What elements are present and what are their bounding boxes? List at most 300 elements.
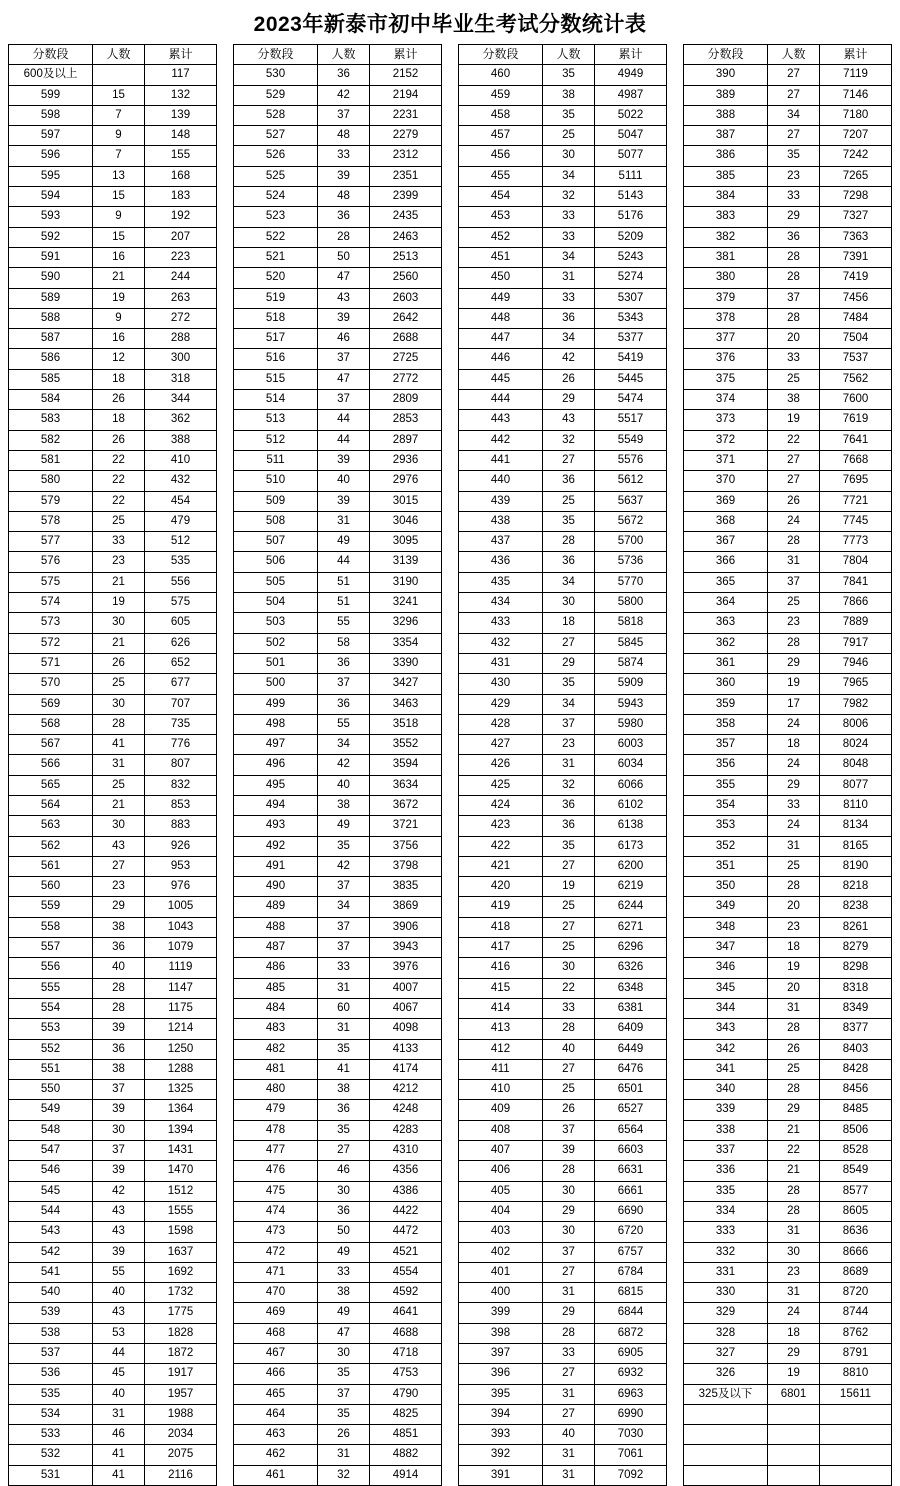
- cell-score-range: 437: [459, 532, 543, 552]
- cell-cumulative: 5800: [595, 593, 667, 613]
- cell-cumulative: 5672: [595, 511, 667, 531]
- table-row: [9, 1201, 217, 1221]
- table-row: [684, 1465, 892, 1485]
- table-row: [234, 1039, 442, 1059]
- table-row: [9, 714, 217, 734]
- table-row: [684, 247, 892, 267]
- cell-score-range: 581: [9, 450, 93, 470]
- cell-score-range: 421: [459, 856, 543, 876]
- cell-score-range: 548: [9, 1120, 93, 1140]
- table-row: [459, 836, 667, 856]
- table-row: [459, 1465, 667, 1485]
- cell-cumulative: 3241: [370, 593, 442, 613]
- cell-cumulative: 4987: [595, 85, 667, 105]
- table-row: [684, 1425, 892, 1445]
- cell-count: 33: [318, 146, 370, 166]
- cell-score-range: 439: [459, 491, 543, 511]
- cell-cumulative: 8577: [820, 1181, 892, 1201]
- cell-score-range: 355: [684, 775, 768, 795]
- cell-score-range: 436: [459, 552, 543, 572]
- table-columns-container: [8, 44, 892, 1486]
- cell-cumulative: 735: [145, 714, 217, 734]
- cell-cumulative: 6381: [595, 998, 667, 1018]
- cell-cumulative: 3672: [370, 795, 442, 815]
- cell-score-range: 494: [234, 795, 318, 815]
- table-row: [684, 105, 892, 125]
- table-row: [234, 65, 442, 85]
- cell-count: 22: [768, 1141, 820, 1161]
- cell-count: 44: [93, 1344, 145, 1364]
- cell-cumulative: 807: [145, 755, 217, 775]
- table-row: [459, 471, 667, 491]
- cell-count: 7: [93, 105, 145, 125]
- cell-cumulative: 2435: [370, 207, 442, 227]
- table-row: [9, 1242, 217, 1262]
- table-row: [459, 816, 667, 836]
- cell-cumulative: 976: [145, 877, 217, 897]
- table-row: [234, 1384, 442, 1404]
- table-row: [9, 430, 217, 450]
- score-table-4: [683, 44, 892, 1486]
- cell-count: 40: [543, 1425, 595, 1445]
- cell-cumulative: 2513: [370, 247, 442, 267]
- table-row: [234, 288, 442, 308]
- cell-cumulative: 8110: [820, 795, 892, 815]
- cell-score-range: 597: [9, 126, 93, 146]
- cell-score-range: 414: [459, 998, 543, 1018]
- cell-score-range: 460: [459, 65, 543, 85]
- table-row: [234, 856, 442, 876]
- cell-cumulative: 1325: [145, 1080, 217, 1100]
- table-row: [234, 268, 442, 288]
- cell-cumulative: 2809: [370, 390, 442, 410]
- cell-cumulative: 832: [145, 775, 217, 795]
- table-row: [9, 511, 217, 531]
- table-row: [9, 532, 217, 552]
- table-row: [9, 917, 217, 937]
- table-row: [9, 613, 217, 633]
- cell-score-range: 551: [9, 1059, 93, 1079]
- cell-score-range: 433: [459, 613, 543, 633]
- header-cumulative: 累计: [820, 45, 892, 65]
- cell-count: 22: [93, 471, 145, 491]
- cell-score-range: 459: [459, 85, 543, 105]
- cell-score-range: 482: [234, 1039, 318, 1059]
- cell-cumulative: 8024: [820, 735, 892, 755]
- cell-count: 20: [768, 329, 820, 349]
- cell-score-range: 469: [234, 1303, 318, 1323]
- cell-count: 31: [318, 1445, 370, 1465]
- cell-count: 30: [318, 1181, 370, 1201]
- cell-cumulative: 8791: [820, 1344, 892, 1364]
- table-row: [9, 735, 217, 755]
- table-row: [459, 288, 667, 308]
- cell-count: 37: [768, 288, 820, 308]
- cell-score-range: 568: [9, 714, 93, 734]
- cell-cumulative: 6631: [595, 1161, 667, 1181]
- table-row: [684, 816, 892, 836]
- table-row: [684, 126, 892, 146]
- table-row: [684, 1384, 892, 1404]
- cell-cumulative: 6476: [595, 1059, 667, 1079]
- cell-cumulative: 6244: [595, 897, 667, 917]
- cell-score-range: 362: [684, 633, 768, 653]
- table-row: [684, 1080, 892, 1100]
- cell-count: 33: [768, 795, 820, 815]
- table-row: [9, 247, 217, 267]
- cell-score-range: 582: [9, 430, 93, 450]
- cell-cumulative: 7363: [820, 227, 892, 247]
- cell-cumulative: 8506: [820, 1120, 892, 1140]
- cell-count: 9: [93, 126, 145, 146]
- cell-score-range: 438: [459, 511, 543, 531]
- cell-count: 18: [768, 735, 820, 755]
- cell-cumulative: [820, 1425, 892, 1445]
- table-row: [234, 917, 442, 937]
- table-row: [9, 146, 217, 166]
- cell-count: 18: [768, 938, 820, 958]
- cell-cumulative: 3634: [370, 775, 442, 795]
- cell-count: 22: [768, 430, 820, 450]
- cell-cumulative: 344: [145, 390, 217, 410]
- cell-score-range: 415: [459, 978, 543, 998]
- cell-count: 38: [93, 1059, 145, 1079]
- cell-cumulative: 6003: [595, 735, 667, 755]
- cell-count: 37: [543, 1242, 595, 1262]
- table-row: [234, 166, 442, 186]
- cell-cumulative: 5047: [595, 126, 667, 146]
- table-row: [9, 1404, 217, 1424]
- cell-count: 42: [318, 85, 370, 105]
- cell-cumulative: 776: [145, 735, 217, 755]
- cell-cumulative: 1637: [145, 1242, 217, 1262]
- cell-cumulative: 2936: [370, 450, 442, 470]
- table-row: [9, 1120, 217, 1140]
- table-row: [9, 1364, 217, 1384]
- cell-count: 27: [543, 1364, 595, 1384]
- cell-cumulative: 5111: [595, 166, 667, 186]
- table-row: [9, 593, 217, 613]
- cell-count: 55: [318, 714, 370, 734]
- table-row: [684, 410, 892, 430]
- cell-cumulative: 5980: [595, 714, 667, 734]
- table-row: [459, 1100, 667, 1120]
- table-row: [459, 146, 667, 166]
- cell-cumulative: 1431: [145, 1141, 217, 1161]
- cell-cumulative: 5209: [595, 227, 667, 247]
- header-score-range: 分数段: [459, 45, 543, 65]
- cell-cumulative: 4133: [370, 1039, 442, 1059]
- cell-score-range: 563: [9, 816, 93, 836]
- table-row: [459, 755, 667, 775]
- cell-count: 39: [318, 166, 370, 186]
- cell-count: 30: [543, 1181, 595, 1201]
- cell-cumulative: 2231: [370, 105, 442, 125]
- cell-count: 21: [93, 795, 145, 815]
- cell-score-range: 465: [234, 1384, 318, 1404]
- cell-cumulative: 1043: [145, 917, 217, 937]
- cell-cumulative: 4212: [370, 1080, 442, 1100]
- cell-cumulative: 2279: [370, 126, 442, 146]
- cell-count: 21: [93, 268, 145, 288]
- cell-count: 35: [318, 1120, 370, 1140]
- cell-count: 44: [318, 430, 370, 450]
- cell-score-range: 356: [684, 755, 768, 775]
- cell-count: 49: [318, 816, 370, 836]
- cell-count: 18: [543, 613, 595, 633]
- table-row: [234, 1120, 442, 1140]
- cell-cumulative: 2116: [145, 1465, 217, 1485]
- table-row: [9, 187, 217, 207]
- cell-cumulative: 6784: [595, 1262, 667, 1282]
- cell-cumulative: 6757: [595, 1242, 667, 1262]
- cell-count: 38: [318, 1283, 370, 1303]
- cell-count: 35: [543, 674, 595, 694]
- cell-cumulative: 5770: [595, 572, 667, 592]
- table-row: [234, 1323, 442, 1343]
- cell-cumulative: 1598: [145, 1222, 217, 1242]
- table-body-3: [459, 65, 667, 1486]
- cell-cumulative: 2853: [370, 410, 442, 430]
- cell-count: 34: [543, 694, 595, 714]
- cell-cumulative: 2772: [370, 369, 442, 389]
- table-row: [234, 1344, 442, 1364]
- cell-score-range: 480: [234, 1080, 318, 1100]
- cell-cumulative: 1288: [145, 1059, 217, 1079]
- table-row: [459, 369, 667, 389]
- cell-cumulative: 7419: [820, 268, 892, 288]
- table-row: [234, 552, 442, 572]
- cell-count: 36: [318, 1201, 370, 1221]
- cell-cumulative: 1872: [145, 1344, 217, 1364]
- cell-cumulative: 7866: [820, 593, 892, 613]
- header-cumulative: 累计: [145, 45, 217, 65]
- table-row: [459, 1404, 667, 1424]
- cell-count: 21: [768, 1120, 820, 1140]
- cell-count: 43: [543, 410, 595, 430]
- cell-score-range: 552: [9, 1039, 93, 1059]
- cell-count: 27: [768, 471, 820, 491]
- cell-cumulative: 117: [145, 65, 217, 85]
- cell-count: 31: [93, 1404, 145, 1424]
- table-row: [459, 1019, 667, 1039]
- cell-cumulative: 8403: [820, 1039, 892, 1059]
- cell-cumulative: 7061: [595, 1445, 667, 1465]
- cell-score-range: 392: [459, 1445, 543, 1465]
- table-row: [9, 1303, 217, 1323]
- cell-score-range: 350: [684, 877, 768, 897]
- cell-score-range: 534: [9, 1404, 93, 1424]
- cell-count: 35: [318, 1039, 370, 1059]
- cell-score-range: 453: [459, 207, 543, 227]
- table-row: [684, 1262, 892, 1282]
- cell-count: 44: [318, 552, 370, 572]
- score-table-2: [233, 44, 442, 1486]
- table-row: [9, 471, 217, 491]
- cell-count: 28: [768, 268, 820, 288]
- cell-cumulative: 8689: [820, 1262, 892, 1282]
- table-row: [9, 1161, 217, 1181]
- cell-count: 44: [318, 410, 370, 430]
- cell-count: 27: [543, 917, 595, 937]
- cell-score-range: 560: [9, 877, 93, 897]
- cell-count: 33: [318, 958, 370, 978]
- cell-cumulative: 244: [145, 268, 217, 288]
- cell-count: 28: [768, 308, 820, 328]
- table-row: [234, 572, 442, 592]
- cell-score-range: 588: [9, 308, 93, 328]
- cell-score-range: 393: [459, 1425, 543, 1445]
- cell-count: 29: [543, 1201, 595, 1221]
- cell-cumulative: 6905: [595, 1344, 667, 1364]
- cell-count: 40: [543, 1039, 595, 1059]
- cell-count: 7: [93, 146, 145, 166]
- cell-cumulative: 6138: [595, 816, 667, 836]
- cell-cumulative: 6296: [595, 938, 667, 958]
- cell-score-range: 428: [459, 714, 543, 734]
- table-row: [684, 1242, 892, 1262]
- cell-score-range: 359: [684, 694, 768, 714]
- table-header-row: [684, 45, 892, 65]
- cell-cumulative: 7119: [820, 65, 892, 85]
- table-row: [9, 816, 217, 836]
- table-row: [684, 795, 892, 815]
- cell-count: 36: [93, 938, 145, 958]
- cell-cumulative: 454: [145, 491, 217, 511]
- cell-count: 40: [93, 958, 145, 978]
- cell-count: 33: [543, 227, 595, 247]
- cell-count: [768, 1425, 820, 1445]
- cell-cumulative: 8218: [820, 877, 892, 897]
- cell-cumulative: 6271: [595, 917, 667, 937]
- cell-count: 43: [318, 288, 370, 308]
- cell-score-range: 532: [9, 1445, 93, 1465]
- table-row: [684, 572, 892, 592]
- cell-cumulative: 5517: [595, 410, 667, 430]
- cell-count: 34: [318, 897, 370, 917]
- table-row: [684, 1303, 892, 1323]
- cell-count: 25: [768, 593, 820, 613]
- cell-cumulative: 1692: [145, 1262, 217, 1282]
- cell-count: 20: [768, 897, 820, 917]
- cell-count: 38: [93, 917, 145, 937]
- cell-cumulative: 2351: [370, 166, 442, 186]
- cell-cumulative: 4283: [370, 1120, 442, 1140]
- table-row: [459, 1222, 667, 1242]
- cell-score-range: 561: [9, 856, 93, 876]
- table-row: [234, 126, 442, 146]
- cell-count: 36: [768, 227, 820, 247]
- table-row: [684, 1181, 892, 1201]
- table-row: [9, 1181, 217, 1201]
- table-row: [459, 938, 667, 958]
- table-row: [459, 674, 667, 694]
- cell-cumulative: 7745: [820, 511, 892, 531]
- cell-score-range: 537: [9, 1344, 93, 1364]
- table-row: [234, 390, 442, 410]
- cell-count: 35: [318, 836, 370, 856]
- cell-score-range: 376: [684, 349, 768, 369]
- table-row: [459, 917, 667, 937]
- table-row: [684, 1201, 892, 1221]
- score-table-1: [8, 44, 217, 1486]
- cell-score-range: 332: [684, 1242, 768, 1262]
- table-row: [684, 430, 892, 450]
- cell-cumulative: [820, 1404, 892, 1424]
- cell-count: 26: [93, 430, 145, 450]
- cell-score-range: 498: [234, 714, 318, 734]
- cell-score-range: 596: [9, 146, 93, 166]
- cell-cumulative: 362: [145, 410, 217, 430]
- table-row: [684, 1039, 892, 1059]
- table-row: [234, 85, 442, 105]
- table-row: [9, 694, 217, 714]
- cell-score-range: 574: [9, 593, 93, 613]
- cell-score-range: 404: [459, 1201, 543, 1221]
- cell-count: 43: [93, 836, 145, 856]
- cell-cumulative: 8006: [820, 714, 892, 734]
- table-row: [234, 430, 442, 450]
- table-row: [684, 450, 892, 470]
- cell-count: 37: [318, 1384, 370, 1404]
- cell-count: 35: [543, 105, 595, 125]
- cell-cumulative: 3296: [370, 613, 442, 633]
- cell-score-range: 525: [234, 166, 318, 186]
- table-row: [684, 755, 892, 775]
- cell-score-range: 569: [9, 694, 93, 714]
- header-score-range: 分数段: [234, 45, 318, 65]
- cell-cumulative: 2603: [370, 288, 442, 308]
- table-row: [234, 369, 442, 389]
- cell-score-range: 377: [684, 329, 768, 349]
- cell-count: 27: [543, 856, 595, 876]
- cell-cumulative: 8377: [820, 1019, 892, 1039]
- cell-score-range: 396: [459, 1364, 543, 1384]
- cell-cumulative: 183: [145, 187, 217, 207]
- cell-cumulative: 2642: [370, 308, 442, 328]
- table-row: [459, 450, 667, 470]
- table-row: [684, 653, 892, 673]
- cell-count: 39: [93, 1100, 145, 1120]
- table-row: [234, 349, 442, 369]
- table-row: [684, 227, 892, 247]
- header-score-range: 分数段: [9, 45, 93, 65]
- cell-cumulative: 2725: [370, 349, 442, 369]
- cell-cumulative: 5143: [595, 187, 667, 207]
- cell-count: 38: [543, 85, 595, 105]
- cell-score-range: 357: [684, 735, 768, 755]
- table-row: [9, 227, 217, 247]
- cell-count: 46: [318, 1161, 370, 1181]
- cell-count: 28: [93, 998, 145, 1018]
- cell-cumulative: 575: [145, 593, 217, 613]
- cell-count: 19: [93, 288, 145, 308]
- table-row: [234, 1222, 442, 1242]
- cell-cumulative: 155: [145, 146, 217, 166]
- cell-cumulative: 7504: [820, 329, 892, 349]
- table-row: [9, 491, 217, 511]
- cell-count: 38: [318, 795, 370, 815]
- cell-cumulative: 6219: [595, 877, 667, 897]
- cell-cumulative: 7600: [820, 390, 892, 410]
- table-row: [234, 816, 442, 836]
- cell-cumulative: 3015: [370, 491, 442, 511]
- cell-score-range: 444: [459, 390, 543, 410]
- cell-cumulative: 4248: [370, 1100, 442, 1120]
- cell-score-range: 345: [684, 978, 768, 998]
- cell-score-range: 385: [684, 166, 768, 186]
- cell-cumulative: 3594: [370, 755, 442, 775]
